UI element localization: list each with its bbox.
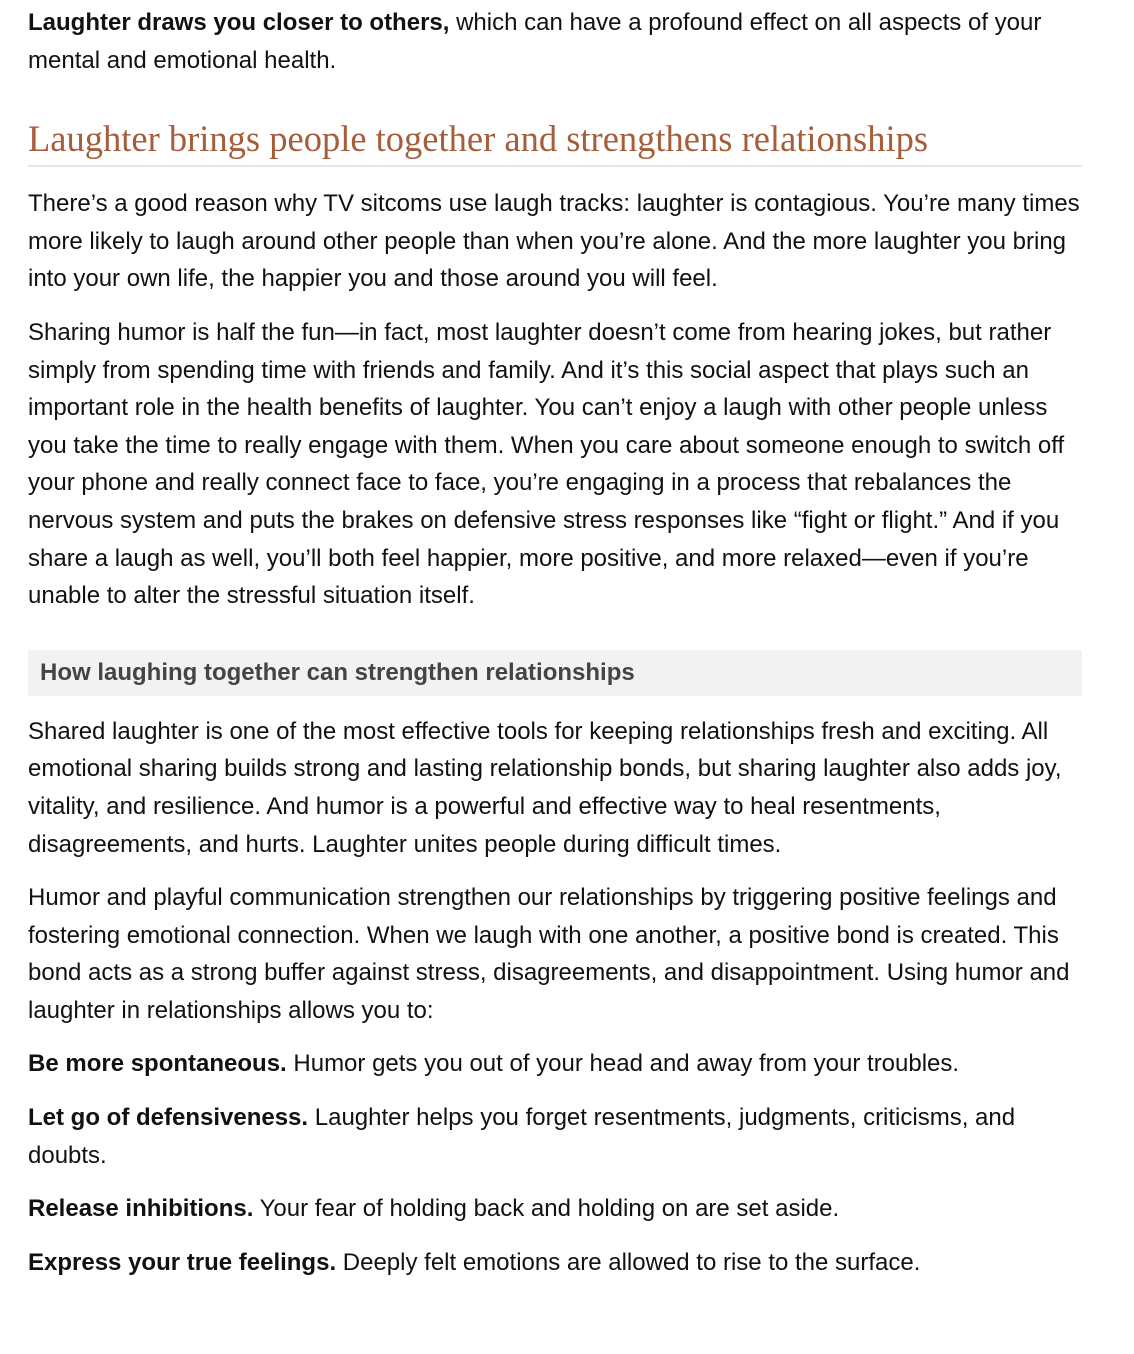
intro-bold-lead: Laughter draws you closer to others, xyxy=(28,9,450,36)
benefit-text: Your fear of holding back and holding on are set aside. xyxy=(253,1195,840,1223)
benefit-title: Release inhibitions. xyxy=(28,1195,254,1223)
intro-paragraph xyxy=(28,4,1082,79)
subsection-paragraph-2: Humor and playful communication strengthen our relationships by triggering positive feelings and fostering emotional connection. When we laugh with one another, a positive bond is created. This bond acts as a strong buffer against stress, disagreements, and disappointment. Using humor and laughter in relationships allows you to: xyxy=(28,884,1070,1024)
subsection-heading: How laughing together can strengthen relationships xyxy=(40,658,635,686)
intro-text: which can have a profound effect on all aspects of your mental and emotional health. xyxy=(28,9,1042,74)
subsection-heading-box xyxy=(28,650,1082,696)
benefit-item xyxy=(28,1244,1082,1282)
benefit-item xyxy=(28,1045,1082,1083)
benefit-item xyxy=(28,1099,1082,1174)
benefit-text: Laughter helps you forget resentments, judgments, criticisms, and doubts. xyxy=(28,1104,1016,1169)
benefit-title: Be more spontaneous. xyxy=(28,1050,287,1078)
section-paragraph-2: Sharing humor is half the fun—in fact, most laughter doesn’t come from hearing jokes, but rather simply from spending time with friends and family. And it’s this social aspect that plays such an important role in the health benefits of laughter. You can’t enjoy a laugh with other people unless you take the time to really engage with them. When you care about someone enough to switch off your phone and really connect face to face, you’re engaging in a process that rebalances the nervous system and puts the brakes on defensive stress responses like “fight or flight.” And if you share a laugh as well, you’ll both feel happier, more positive, and more relaxed—even if you’re unable to alter the stressful situation itself. xyxy=(28,318,1065,610)
benefit-title: Let go of defensiveness. xyxy=(28,1104,309,1132)
article-content xyxy=(28,4,1082,1281)
section-paragraph-1: There’s a good reason why TV sitcoms use laugh tracks: laughter is contagious. You’re many times more likely to laugh around other people than when you’re alone. And the more laughter you bring into your own life, the happier you and those around you will feel. xyxy=(28,190,1080,293)
benefit-title: Express your true feelings. xyxy=(28,1248,337,1276)
benefit-text: Humor gets you out of your head and away from your troubles. xyxy=(286,1050,960,1078)
subsection-paragraph-1: Shared laughter is one of the most effective tools for keeping relationships fresh and exciting. All emotional sharing builds strong and lasting relationship bonds, but sharing laughter also adds joy, vitality, and resilience. And humor is a powerful and effective way to heal resentments, disagreements, and hurts. Laughter unites people during difficult times. xyxy=(28,717,1062,858)
benefit-item xyxy=(28,1190,1082,1228)
section-heading: Laughter brings people together and strengthens relationships xyxy=(28,117,1082,167)
benefit-text: Deeply felt emotions are allowed to rise to the surface. xyxy=(336,1248,921,1276)
